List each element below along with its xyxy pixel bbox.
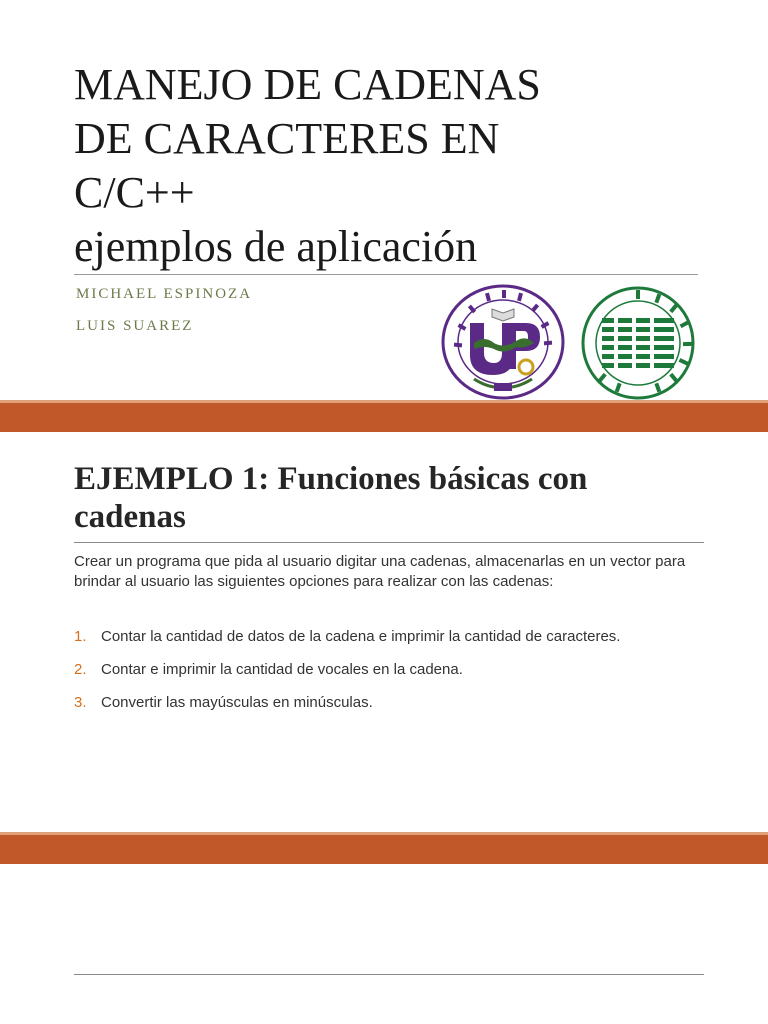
heading-divider	[74, 542, 704, 543]
list-item	[74, 692, 704, 713]
title-line-3: C/C++	[74, 168, 195, 217]
list-item-number: 3.	[74, 694, 87, 711]
list-item-number: 1.	[74, 628, 87, 645]
list-item-number: 2.	[74, 661, 87, 678]
slide-heading: EJEMPLO 1: Funciones básicas con cadenas	[74, 461, 588, 535]
list-item-text: Convertir las mayúsculas en minúsculas.	[101, 694, 373, 711]
title-line-2: DE CARACTERES EN	[74, 114, 500, 163]
list-item-text: Contar la cantidad de datos de la cadena e imprimir la cantidad de caracteres.	[101, 628, 621, 645]
list-item	[74, 659, 704, 680]
list-item	[74, 626, 704, 647]
title-line-1: MANEJO DE CADENAS	[74, 60, 541, 109]
title-line-4: ejemplos de aplicación	[74, 222, 478, 271]
author-1: MICHAEL ESPINOZA	[76, 286, 253, 302]
intro-paragraph: Crear un programa que pida al usuario digitar una cadenas, almacenarlas en un vector para brindar al usuario las siguientes opciones para realizar con las cadenas:	[74, 553, 686, 590]
author-2: LUIS SUAREZ	[76, 318, 194, 334]
next-slide-divider	[74, 974, 704, 975]
accent-band-bottom	[0, 832, 768, 864]
options-list	[74, 626, 704, 725]
list-item-text: Contar e imprimir la cantidad de vocales en la cadena.	[101, 661, 463, 678]
